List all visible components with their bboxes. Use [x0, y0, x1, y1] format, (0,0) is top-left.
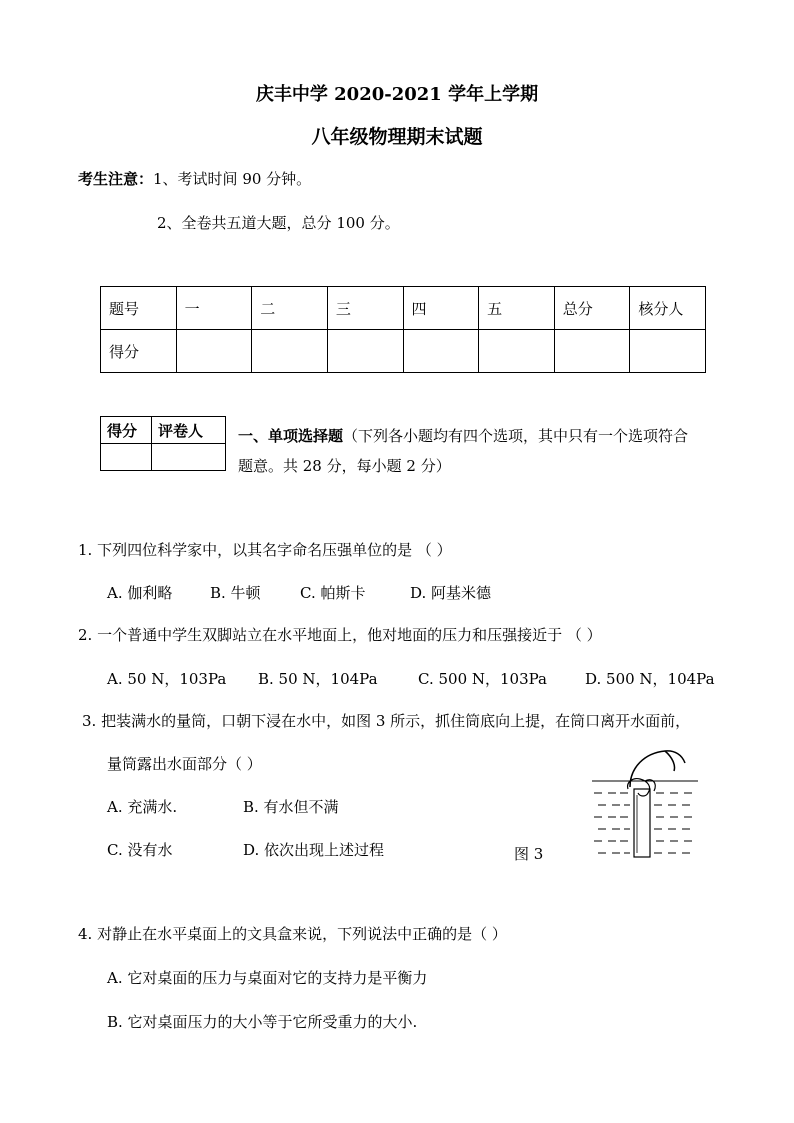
notice-line-1 [78, 168, 311, 189]
score-table-score-row [101, 330, 706, 373]
notice-label: 考生注意： [78, 170, 154, 188]
q4-stem: 4. 对静止在水平桌面上的文具盒来说，下列说法中正确的是（ ） [78, 925, 507, 943]
figure-3-cylinder-in-water [590, 745, 700, 863]
notice-item-2: 2、全卷共五道大题，总分 100 分。 [157, 214, 400, 232]
score-row-label: 得分 [101, 330, 177, 373]
score-header-cell: 三 [327, 287, 403, 330]
q2-option-a: A. 50 N，103Pa [107, 670, 227, 688]
section1-desc-line1: （下列各小题均有四个选项，其中只有一个选项符合 [343, 427, 689, 445]
notice-item-1: 1、考试时间 90 分钟。 [153, 170, 312, 188]
exam-title-subject: 八年级物理期末试题 [311, 126, 483, 148]
score-header-cell: 二 [252, 287, 328, 330]
score-table [100, 286, 706, 373]
q4-option-b: B. 它对桌面压力的大小等于它所受重力的大小. [107, 1013, 418, 1031]
grader-box [100, 416, 226, 471]
score-header-cell: 五 [479, 287, 555, 330]
score-header-cell: 核分人 [630, 287, 706, 330]
score-header-cell: 题号 [101, 287, 177, 330]
q3-stem-line2: 量筒露出水面部分（ ） [107, 755, 262, 773]
grader-name-cell[interactable] [152, 444, 226, 471]
score-input-cell[interactable] [176, 330, 252, 373]
exam-title-school: 庆丰中学 2020-2021 学年上学期 [255, 84, 539, 105]
score-input-cell[interactable] [327, 330, 403, 373]
score-table-header-row [101, 287, 706, 330]
q2-stem: 2. 一个普通中学生双脚站立在水平地面上，他对地面的压力和压强接近于 （ ） [78, 626, 602, 644]
score-input-cell[interactable] [403, 330, 479, 373]
score-header-cell: 一 [176, 287, 252, 330]
q4-option-a: A. 它对桌面的压力与桌面对它的支持力是平衡力 [107, 969, 428, 987]
score-input-cell[interactable] [630, 330, 706, 373]
q2-option-d: D. 500 N，104Pa [585, 670, 715, 688]
q3-option-c: C. 没有水 [107, 841, 173, 859]
score-input-cell[interactable] [479, 330, 555, 373]
q1-option-c: C. 帕斯卡 [300, 584, 366, 602]
grader-name-label: 评卷人 [152, 417, 226, 444]
score-input-cell[interactable] [252, 330, 328, 373]
q1-option-a: A. 伽利略 [107, 584, 173, 602]
figure-3-label: 图 3 [514, 845, 544, 863]
grader-score-label: 得分 [101, 417, 152, 444]
q3-option-d: D. 依次出现上述过程 [243, 841, 385, 859]
q2-option-c: C. 500 N，103Pa [418, 670, 547, 688]
score-header-cell: 总分 [554, 287, 630, 330]
score-input-cell[interactable] [554, 330, 630, 373]
score-header-cell: 四 [403, 287, 479, 330]
grader-score-cell[interactable] [101, 444, 152, 471]
section1-heading [238, 425, 688, 446]
q3-option-b: B. 有水但不满 [243, 798, 339, 816]
section1-desc-line2: 题意。共 28 分，每小题 2 分） [238, 457, 451, 475]
q2-option-b: B. 50 N，104Pa [258, 670, 378, 688]
q1-option-d: D. 阿基米德 [410, 584, 492, 602]
q1-stem: 1. 下列四位科学家中，以其名字命名压强单位的是 （ ） [78, 541, 452, 559]
q3-option-a: A. 充满水. [107, 798, 178, 816]
section1-title: 一、单项选择题 [238, 427, 344, 445]
q1-option-b: B. 牛顿 [210, 584, 261, 602]
q3-stem-line1: 3. 把装满水的量筒，口朝下浸在水中，如图 3 所示，抓住筒底向上提，在筒口离开水面前， [82, 712, 691, 730]
